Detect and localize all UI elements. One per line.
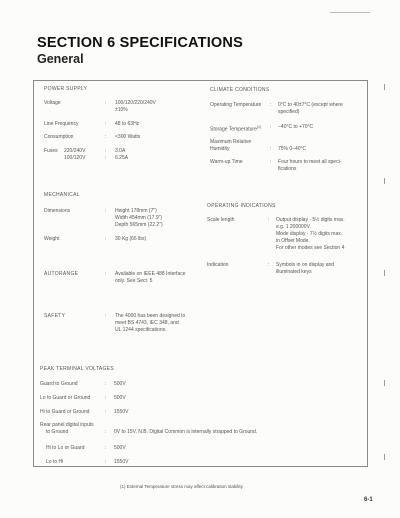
climate-heading: CLIMATE CONDITIONS	[210, 87, 270, 93]
scan-mark-right-2	[384, 178, 385, 184]
scan-mark-right-4	[384, 380, 385, 386]
voltage-value: 100/120/220/240V	[115, 100, 156, 106]
guard-ground-label: Guard to Ground	[40, 381, 78, 387]
colon: :	[105, 459, 107, 465]
section-title: SECTION 6 SPECIFICATIONS	[37, 35, 243, 51]
indication-label: Indication	[207, 262, 229, 268]
rear-panel-label-2: to Ground	[46, 429, 69, 435]
mechanical-heading: MECHANICAL	[44, 192, 80, 198]
consumption-label: Consumption	[44, 134, 74, 140]
footnote-ref: (1)	[256, 125, 262, 129]
hi-lo-label: Hi to Lo or Guard	[46, 445, 85, 451]
hi-lo-value: 500V	[114, 445, 126, 451]
autorange-value: Available on IEEE 488 Interface	[115, 271, 186, 277]
operating-indications-heading: OPERATING INDICATIONS	[207, 203, 276, 209]
scale-mode-display: Mode display · 7½ digits max.	[276, 231, 343, 237]
safety-value-3: UL 1244 specifications.	[115, 327, 167, 333]
colon: :	[105, 236, 107, 242]
weight-value: 30 Kg (66 lbs)	[115, 236, 147, 242]
colon: :	[105, 148, 107, 154]
width-value: Width 454mm (17.9")	[115, 215, 163, 221]
fuse2-rating: 6.25A	[115, 155, 129, 161]
voltage-label: Voltage	[44, 100, 61, 106]
section-subtitle: General	[37, 52, 84, 66]
height-value: Height 178mm (7")	[115, 208, 157, 214]
power-supply-heading: POWER SUPPLY	[44, 86, 88, 92]
colon: :	[105, 208, 107, 214]
scan-mark-right-1	[384, 84, 385, 90]
voltage-tolerance: ±10%	[115, 107, 128, 113]
indication-value: Symbols in on display and	[276, 262, 335, 268]
colon: :	[105, 134, 107, 140]
scan-mark-right-3	[384, 270, 385, 276]
colon: :	[105, 313, 107, 319]
colon: :	[105, 381, 107, 387]
storage-temperature-label: Storage Temperature$^{(1)}$	[210, 125, 262, 133]
dimensions-label: Dimensions	[44, 208, 71, 214]
rear-panel-value: 0V to 15V. N.B. Digital Common is internally strapped to Ground.	[114, 429, 258, 435]
colon: :	[270, 159, 272, 165]
lo-hi-value: 1550V	[114, 459, 129, 465]
colon: :	[105, 121, 107, 127]
colon: :	[105, 155, 107, 161]
scale-offset: in Offset Mode.	[276, 238, 310, 244]
operating-temperature-label: Operating Temperature	[210, 102, 262, 108]
scale-length-label: Scale length	[207, 217, 235, 223]
page-number: 6-1	[364, 497, 373, 503]
rear-panel-label: Rear panel digital inputs	[40, 422, 94, 428]
line-frequency-label: Line Frequency	[44, 121, 79, 127]
humidity-value: 75% 0–40°C	[278, 146, 307, 152]
warmup-label: Warm-up Time	[210, 159, 243, 165]
safety-label: SAFETY	[44, 313, 66, 319]
footnote: (1) External Temperature stress may affect calibration stability	[120, 484, 243, 489]
depth-value: Depth 565mm (22.2")	[115, 222, 163, 228]
operating-temperature-value: 0°C to 40±7°C (except where	[278, 102, 343, 108]
scale-example: e.g. 1 200000V.	[276, 224, 311, 230]
operating-temperature-note: specified)	[278, 109, 300, 115]
hi-guard-label: Hi to Guard or Ground	[40, 409, 90, 415]
lo-hi-label: Lo to Hi	[46, 459, 64, 465]
humidity-label: Maximum Relative	[210, 139, 252, 145]
safety-value: The 4000 has been designed to	[115, 313, 186, 319]
colon: :	[270, 124, 272, 130]
colon: :	[270, 102, 272, 108]
colon: :	[268, 217, 270, 223]
safety-value-2: meet BS 4743, IEC 348, and	[115, 320, 179, 326]
peak-voltages-heading: PEAK TERMINAL VOLTAGES	[40, 366, 114, 372]
colon: :	[105, 445, 107, 451]
autorange-label: AUTORANGE	[44, 271, 79, 277]
colon: :	[105, 100, 107, 106]
colon: :	[105, 395, 107, 401]
lo-guard-label: Lo to Guard or Ground	[40, 395, 91, 401]
guard-ground-value: 500V	[114, 381, 126, 387]
lo-guard-value: 500V	[114, 395, 126, 401]
autorange-value-2: only. See Sect. 5	[115, 278, 153, 284]
weight-label: Weight	[44, 236, 60, 242]
warmup-value: Four hours to meet all speci-	[278, 159, 342, 165]
warmup-value-2: fications	[278, 166, 297, 172]
colon: :	[105, 429, 107, 435]
colon: :	[105, 409, 107, 415]
scan-mark-right-5	[384, 454, 385, 460]
humidity-label-2: Humidity	[210, 146, 230, 152]
colon: :	[105, 271, 107, 277]
scan-mark-top	[330, 12, 370, 13]
fuses-label: Fuses	[44, 148, 58, 154]
indication-value-2: illuminated keys	[276, 269, 312, 275]
scale-other-modes: For other modes see Section 4	[276, 245, 345, 251]
fuse2-voltage: 100/120V	[64, 155, 86, 161]
line-frequency-value: 48 to 63Hz	[115, 121, 140, 127]
scale-output-display: Output display · 5½ digits max.	[276, 217, 345, 223]
consumption-value: <300 Watts	[115, 134, 141, 140]
fuse1-voltage: 220/240V	[64, 148, 86, 154]
fuse1-rating: 3.0A	[115, 148, 126, 154]
hi-guard-value: 1550V	[114, 409, 129, 415]
storage-temperature-value: −40°C to +70°C	[278, 124, 314, 130]
colon: :	[268, 262, 270, 268]
colon: :	[270, 146, 272, 152]
